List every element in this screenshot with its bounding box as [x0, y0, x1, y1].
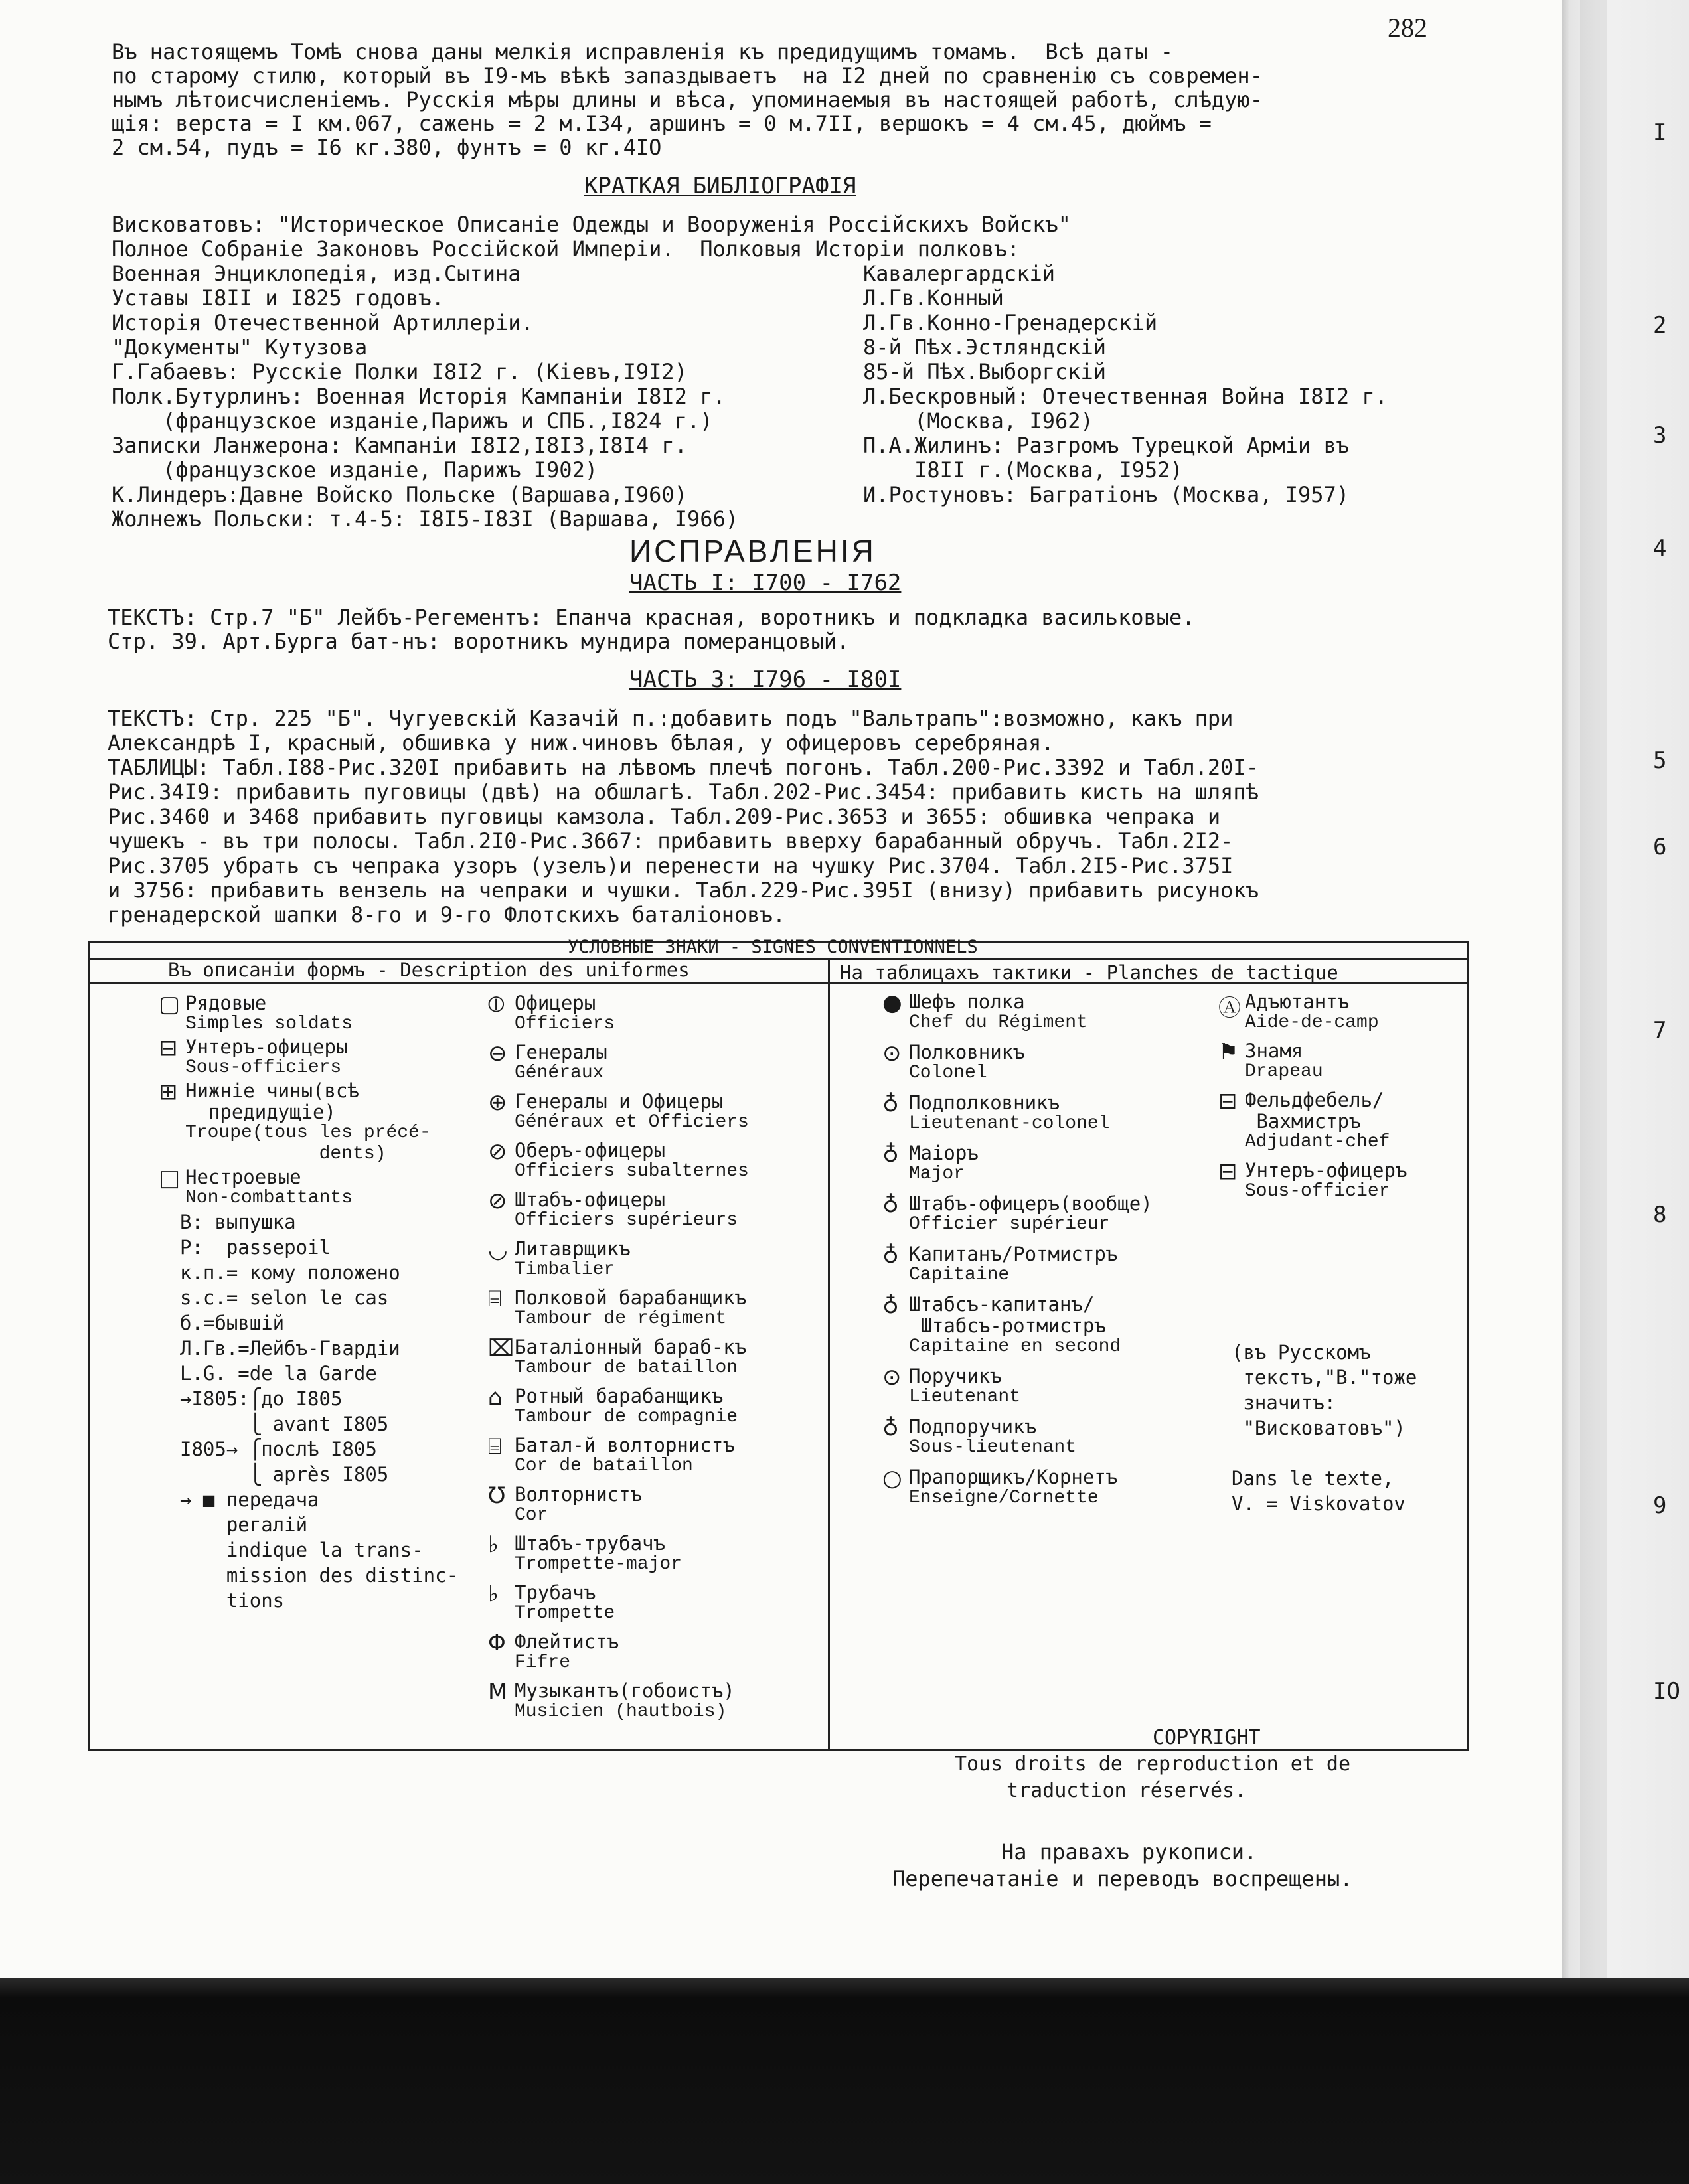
part3-line: чушекъ - въ три полосы. Табл.2I0-Рис.3667: прибавить вверху барабанный обручъ. Табл.2I2-	[108, 828, 1234, 854]
legend-label-fr: Généraux et Officiers	[515, 1112, 749, 1132]
legend-label-ru: Трубачъ	[515, 1581, 596, 1604]
legend-label-fr: Cor	[515, 1505, 548, 1525]
legend-label-fr: Lieutenant	[909, 1387, 1021, 1407]
page-number: 282	[1388, 13, 1427, 42]
bibliography-line: I8II г.(Москва, I952)	[863, 457, 1183, 483]
bibliography-title: КРАТКАЯ БИБЛІОГРАФІЯ	[584, 173, 856, 199]
legend-label-ru: Волторнистъ	[515, 1483, 643, 1506]
horn-icon: ℧	[488, 1482, 505, 1509]
intro-line: Въ настоящемъ Томѣ снова даны мелкія исправленія къ предидущимъ томамъ. Всѣ даты -	[112, 39, 1174, 64]
legend-label-fr: Officiers	[515, 1014, 615, 1034]
legend-label-ru: Штабъ-трубачъ	[515, 1532, 665, 1555]
legend-label-ru: Фельдфебель/ Вахмистръ	[1245, 1089, 1384, 1132]
bibliography-line: Исторія Отечественной Артиллеріи.	[112, 310, 534, 335]
legend-abbreviation: indique la trans-	[180, 1539, 424, 1561]
part1-line: Стр. 39. Арт.Бурга бат-нъ: воротникъ мундира померанцовый.	[108, 629, 850, 654]
bibliography-line: Л.Гв.Конно-Гренадерскій	[863, 310, 1158, 335]
lieutenant-icon: ⊙	[882, 1364, 902, 1391]
legend-label-ru: Штабъ-офицеръ(вообще)	[909, 1192, 1153, 1215]
senior-officer-icon: ♁	[882, 1192, 899, 1218]
lt-colonel-icon: ♁	[882, 1091, 899, 1117]
part3-line: и 3756: прибавить вензель на чепраки и чушки. Табл.229-Рис.395I (внизу) прибавить рисунокъ	[108, 878, 1259, 903]
bibliography-line: (Москва, I962)	[863, 408, 1093, 433]
legend-label-fr: Aide-de-camp	[1245, 1012, 1379, 1033]
legend-label-fr: Tambour de compagnie	[515, 1407, 738, 1427]
legend-label-ru: Нижніе чины(всѣ предидущіе)	[185, 1079, 359, 1123]
legend-note: Dans le texte,	[1232, 1467, 1394, 1490]
nco-icon: ⊟	[159, 1035, 178, 1061]
margin-number: I	[1653, 119, 1667, 146]
bibliography-line: К.Линдеръ:Давне Войско Польске (Варшава,I960)	[112, 482, 687, 507]
legend-label-ru: Полковникъ	[909, 1041, 1025, 1063]
part3-title: ЧАСТЬ 3: I796 - I80I	[629, 666, 902, 693]
copyright-line: traduction réservés.	[1006, 1779, 1247, 1802]
legend-abbreviation: В: выпушка	[180, 1211, 296, 1233]
legend-label-ru: Нестроевые	[185, 1166, 301, 1188]
legend-label-ru: Знамя	[1245, 1040, 1303, 1062]
legend-label-fr: Sous-lieutenant	[909, 1437, 1077, 1458]
legend-abbreviation: Р: passepoil	[180, 1236, 331, 1259]
part1-line: ТЕКСТЪ: Стр.7 "Б" Лейбъ-Регементъ: Епанча красная, воротникъ и подкладка васильковые.	[108, 605, 1195, 630]
bibliography-line: 85-й Пѣх.Выборгскій	[863, 359, 1107, 384]
trumpeter-icon: ♭	[488, 1581, 499, 1607]
legend-note: "Висковатовъ")	[1232, 1417, 1406, 1439]
intro-line: нымъ лѣтоисчисленіемъ. Русскія мѣры длины и вѣса, упоминаемыя въ настоящей работѣ, слѣдую-	[112, 87, 1263, 112]
part3-line: Александрѣ I, красный, обшивка у ниж.чиновъ бѣлая, у офицеровъ серебряная.	[108, 730, 1054, 755]
legend-label-ru: Литаврщикъ	[515, 1237, 631, 1260]
battalion-horn-icon: ⌸	[488, 1433, 502, 1460]
legend-abbreviation: L.G. =de la Garde	[180, 1362, 377, 1385]
legend-label-fr: Trompette	[515, 1603, 615, 1624]
regiment-drummer-icon: ⌸	[488, 1286, 502, 1312]
legend-label-ru: Флейтистъ	[515, 1630, 619, 1653]
staff-captain-icon: ♁	[882, 1292, 899, 1319]
legend-box	[88, 937, 1469, 1751]
legend-label-fr: Troupe(tous les précé- dents)	[185, 1123, 431, 1164]
major-icon: ♁	[882, 1141, 899, 1168]
musician-icon: M	[488, 1679, 508, 1705]
bibliography-line: Уставы I8II и I825 годовъ.	[112, 285, 444, 311]
legend-label-fr: Colonel	[909, 1063, 987, 1083]
legend-note: значитъ:	[1232, 1391, 1336, 1414]
legend-label-ru: Унтеръ-офицеръ	[1245, 1159, 1408, 1182]
legend-abbreviation: →I805:⎧до I805	[180, 1387, 343, 1410]
part3-line: ТЕКСТЪ: Стр. 225 "Б". Чугуевскій Казачій п.:добавить подъ "Вальтрапъ":возможно, какъ при	[108, 706, 1234, 731]
legend-label-fr: Lieutenant-colonel	[909, 1113, 1110, 1134]
bibliography-line: Висковатовъ: "Историческое Описаніе Одежды и Вооруженія Россійскихъ Войскъ"	[112, 212, 1071, 237]
margin-number: 7	[1653, 1017, 1667, 1044]
legend-abbreviation: s.c.= selon le cas	[180, 1287, 389, 1309]
margin-number: 3	[1653, 422, 1667, 449]
bibliography-line: Л.Гв.Конный	[863, 285, 1004, 311]
bibliography-line: Кавалергардскій	[863, 261, 1055, 286]
legend-label-fr: Non-combattants	[185, 1188, 353, 1208]
legend-label-fr: Cor de bataillon	[515, 1456, 693, 1476]
legend-label-ru: Генералы	[515, 1041, 607, 1063]
legend-label-fr: Fifre	[515, 1652, 571, 1673]
private-icon: ▢	[159, 991, 181, 1018]
kettledrummer-icon: ◡	[488, 1237, 508, 1263]
legend-label-ru: Маіоръ	[909, 1142, 979, 1164]
margin-number: IO	[1653, 1678, 1680, 1705]
legend-label-fr: Officiers supérieurs	[515, 1210, 738, 1231]
legend-label-ru: Ротный барабанщикъ	[515, 1385, 724, 1407]
sergeant-major-icon: ⊟	[1218, 1088, 1238, 1115]
legend-note: (въ Русскомъ	[1232, 1341, 1371, 1364]
copyright-line: Tous droits de reproduction et de	[955, 1753, 1351, 1776]
bibliography-line: "Документы" Кутузова	[112, 335, 368, 360]
legend-label-ru: Штабсъ-капитанъ/ Штабсъ-ротмистръ	[909, 1293, 1106, 1337]
company-drummer-icon: ⌂	[488, 1384, 503, 1411]
legend-label-fr: Adjudant-chef	[1245, 1132, 1390, 1152]
legend-label-ru: Рядовые	[185, 992, 267, 1014]
legend-label-ru: Подпоручикъ	[909, 1415, 1037, 1438]
legend-label-fr: Sous-officiers	[185, 1057, 342, 1078]
legend-label-ru: Прапорщикъ/Корнетъ	[909, 1466, 1118, 1488]
generals-officers-icon: ⊕	[488, 1089, 507, 1116]
bibliography-line: П.А.Жилинъ: Разгромъ Турецкой Арміи въ	[863, 433, 1350, 458]
legend-label-fr: Timbalier	[515, 1259, 615, 1280]
legend-label-ru: Оберъ-офицеры	[515, 1139, 665, 1162]
legend-abbreviation: регалій	[180, 1514, 308, 1536]
legend-label-fr: Capitaine en second	[909, 1336, 1121, 1357]
margin-number: 9	[1653, 1492, 1667, 1519]
captain-icon: ♁	[882, 1242, 899, 1269]
legend-label-ru: Штабъ-офицеры	[515, 1188, 665, 1211]
troupe-icon: ⊞	[159, 1079, 178, 1105]
bibliography-line: Полное Собраніе Законовъ Россійской Имперіи. Полковыя Исторіи полковъ:	[112, 236, 1020, 262]
legend-label-fr: Officiers subalternes	[515, 1161, 749, 1182]
margin-number: 5	[1653, 747, 1667, 774]
bibliography-line: (французское изданіе,Парижъ и СПБ.,I824 г.)	[112, 408, 713, 433]
legend-abbreviation: Л.Гв.=Лейбъ-Гвардіи	[180, 1337, 400, 1360]
legend-column-divider	[828, 958, 830, 1749]
legend-label-ru: Батал-й волторнистъ	[515, 1434, 735, 1456]
legend-abbreviation: ⎩ avant I805	[180, 1413, 389, 1435]
legend-label-ru: Офицеры	[515, 992, 596, 1014]
general-icon: ⊖	[488, 1040, 507, 1067]
legend-label-fr: Tambour de régiment	[515, 1308, 727, 1329]
legend-abbreviation: mission des distinc-	[180, 1564, 459, 1587]
legend-label-fr: Chef du Régiment	[909, 1012, 1087, 1033]
legend-abbreviation: б.=бывшій	[180, 1312, 285, 1334]
adjutant-icon: Ⓐ	[1218, 995, 1241, 1022]
bibliography-line: Полк.Бутурлинъ: Военная Исторія Кампаніи I8I2 г.	[112, 384, 726, 409]
legend-label-ru: Адъютантъ	[1245, 990, 1350, 1013]
part1-title: ЧАСТЬ I: I700 - I762	[629, 570, 902, 596]
bibliography-line: Военная Энциклопедія, изд.Сытина	[112, 261, 521, 286]
corrections-title: ИСПРАВЛЕНІЯ	[629, 534, 876, 568]
legend-title: УСЛОВНЫЕ ЗНАКИ - SIGNES CONVENTIONNELS	[568, 937, 978, 957]
legend-label-fr: Généraux	[515, 1063, 604, 1083]
scan-shadow	[1580, 0, 1607, 1978]
margin-number: 8	[1653, 1202, 1667, 1228]
legend-abbreviation: к.п.= кому положено	[180, 1261, 400, 1284]
legend-label-fr: Officier supérieur	[909, 1214, 1110, 1235]
flag-icon: ⚑	[1218, 1039, 1239, 1065]
part3-line: Рис.34I9: прибавить пуговицы (двѣ) на обшлагѣ. Табл.202-Рис.3454: прибавить кисть на шляпѣ	[108, 779, 1259, 805]
bibliography-line: 8-й Пѣх.Эстляндскій	[863, 335, 1107, 360]
sub-lieutenant-icon: ♁	[882, 1415, 899, 1441]
legend-label-ru: Подполковникъ	[909, 1091, 1060, 1114]
scan-bottom-border	[0, 1978, 1689, 2184]
staff-officer-icon: ⊘	[488, 1188, 507, 1214]
part3-line: Рис.3705 убрать съ чепрака узоръ (узелъ)и перенести на чушку Рис.3704. Табл.2I5-Рис.375I	[108, 853, 1234, 878]
legend-abbreviation: I805→ ⎧послѣ I805	[180, 1438, 377, 1460]
part3-line: ТАБЛИЦЫ: Табл.I88-Рис.320I прибавить на лѣвомъ плечѣ погонъ. Табл.200-Рис.3392 и Табл.20I-	[108, 755, 1259, 780]
legend-abbreviation: → ■ передача	[180, 1488, 319, 1511]
margin-number: 6	[1653, 834, 1667, 860]
chief-icon: ●	[882, 990, 902, 1016]
uniforms-header: Въ описаніи формъ - Description des uniformes	[168, 959, 690, 981]
legend-label-fr: Capitaine	[909, 1265, 1010, 1285]
part3-line: Рис.3460 и 3468 прибавить пуговицы камзола. Табл.209-Рис.3653 и 3655: обшивка чепрака и	[108, 804, 1221, 829]
legend-label-ru: Капитанъ/Ротмистръ	[909, 1243, 1118, 1265]
legend-label-fr: Drapeau	[1245, 1061, 1323, 1082]
bibliography-line: Жолнежъ Польски: т.4-5: I8I5-I83I (Варшава, I966)	[112, 507, 739, 532]
legend-abbreviation: ⎩ après I805	[180, 1463, 389, 1486]
legend-label-fr: Major	[909, 1164, 965, 1184]
legend-label-fr: Simples soldats	[185, 1014, 353, 1034]
tactics-header: На таблицахъ тактики - Planches de tactique	[840, 961, 1338, 984]
legend-note: текстъ,"В."тоже	[1232, 1366, 1417, 1389]
battalion-drummer-icon: ⌧	[488, 1335, 515, 1362]
legend-label-ru: Унтеръ-офицеры	[185, 1036, 348, 1058]
intro-line: по старому стилю, который въ I9-мъ вѣкѣ запаздываетъ на I2 дней по сравненію съ современ-	[112, 63, 1263, 88]
colonel-icon: ⊙	[882, 1040, 902, 1067]
margin-number: 4	[1653, 535, 1667, 562]
bibliography-line: И.Ростуновъ: Багратіонъ (Москва, I957)	[863, 482, 1350, 507]
legend-label-fr: Enseigne/Cornette	[909, 1488, 1099, 1508]
legend-label-fr: Musicien (hautbois)	[515, 1701, 727, 1722]
trumpet-major-icon: ♭	[488, 1531, 499, 1558]
subaltern-icon: ⊘	[488, 1138, 507, 1165]
fifer-icon: Φ	[488, 1630, 506, 1656]
bibliography-line: Записки Ланжерона: Кампаніи I8I2,I8I3,I8I4 г.	[112, 433, 687, 458]
ensign-icon: ○	[882, 1465, 902, 1492]
officer-icon: ⦶	[488, 991, 505, 1018]
legend-label-ru: Шефъ полка	[909, 990, 1025, 1013]
bibliography-line: Л.Бескровный: Отечественная Война I8I2 г.	[863, 384, 1388, 409]
margin-number: 2	[1653, 312, 1667, 339]
legend-label-ru: Музыкантъ(гобоистъ)	[515, 1679, 735, 1702]
legend-label-ru: Полковой барабанщикъ	[515, 1287, 747, 1309]
part3-line: гренадерской шапки 8-го и 9-го Флотскихъ баталіоновъ.	[108, 902, 786, 927]
legend-label-fr: Sous-officier	[1245, 1181, 1390, 1202]
legend-abbreviation: tions	[180, 1589, 285, 1612]
legend-label-fr: Trompette-major	[515, 1554, 683, 1575]
rights-line: На правахъ рукописи.	[1001, 1839, 1257, 1865]
intro-line: 2 см.54, пудъ = I6 кг.380, фунтъ = 0 кг.4IO	[112, 135, 662, 160]
legend-label-ru: Баталіонный бараб-къ	[515, 1336, 747, 1358]
legend-header-divider	[90, 982, 1467, 984]
legend-label-ru: Поручикъ	[909, 1365, 1002, 1387]
bibliography-line: (французское изданіе, Парижъ I902)	[112, 457, 598, 483]
legend-note: V. = Viskovatov	[1232, 1492, 1406, 1515]
intro-line: щія: верста = I км.067, сажень = 2 м.I34, аршинъ = 0 м.7II, вершокъ = 4 см.45, дюймъ =	[112, 111, 1212, 136]
legend-label-fr: Tambour de bataillon	[515, 1358, 738, 1378]
noncombatant-icon: □	[159, 1165, 181, 1192]
legend-label-ru: Генералы и Офицеры	[515, 1090, 724, 1113]
rights-line: Перепечатаніе и переводъ воспрещены.	[892, 1866, 1353, 1891]
nco-tactics-icon: ⊟	[1218, 1158, 1238, 1185]
copyright-line: COPYRIGHT	[1153, 1726, 1261, 1749]
bibliography-line: Г.Габаевъ: Русскіе Полки I8I2 г. (Кіевъ,I9I2)	[112, 359, 687, 384]
